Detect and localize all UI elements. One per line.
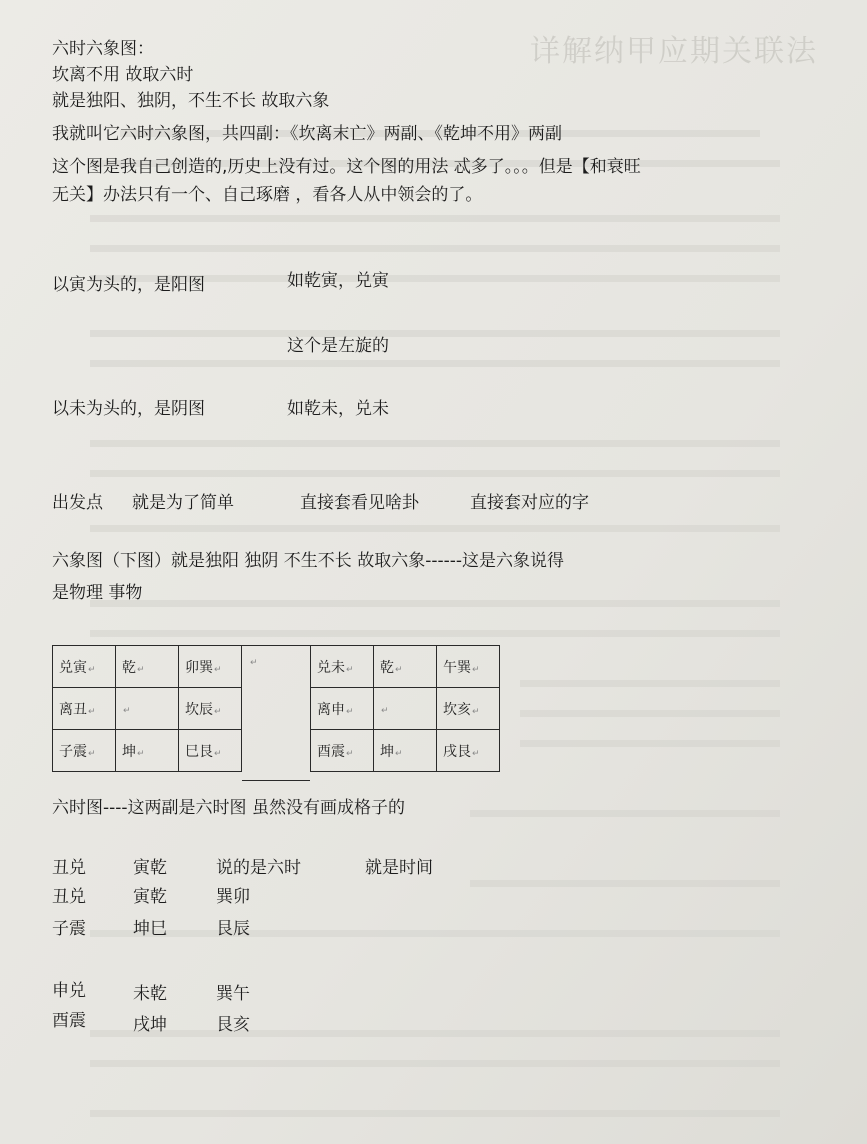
table-cell: 子震↵ [53, 730, 116, 772]
purpose-gua: 直接套看见啥卦 [300, 493, 419, 513]
table-cell: 坤↵ [374, 730, 437, 772]
table-cell: ↵ [374, 688, 437, 730]
table-cell: 坤↵ [116, 730, 179, 772]
pair-row-4-a: 申兑 [52, 981, 86, 1001]
pair-row-3-c: 艮辰 [216, 919, 250, 939]
line-four-figures: 我就叫它六时六象图，共四副：《坎离末亡》两副、《乾坤不用》两副 [52, 124, 562, 144]
six-image-line2: 是物理 事物 [52, 583, 143, 603]
pair-row-4-b: 未乾 [133, 984, 167, 1004]
line-method: 无关】办法只有一个、自己琢磨 ，看各人从中领会的了。 [52, 185, 483, 205]
line-kanli: 坎离不用 故取六时 [52, 65, 194, 85]
pair-row-2-c: 巽卯 [216, 887, 250, 907]
pair-row-4-c: 巽午 [216, 984, 250, 1004]
table-cell: 坎亥↵ [437, 688, 500, 730]
pair-row-5-a: 酉震 [52, 1011, 86, 1031]
table-row [311, 688, 500, 730]
purpose-label: 出发点 [52, 493, 103, 513]
table-cell: 戌艮↵ [437, 730, 500, 772]
yin-label: 以未为头的，是阴图 [52, 399, 205, 419]
six-image-line1: 六象图（下图）就是独阳 独阴 不生不长 故取六象------这是六象说得 [52, 551, 565, 571]
yin-example: 如乾未，兑未 [287, 399, 389, 419]
pair-row-1-d: 就是时间 [365, 858, 433, 878]
table-cell: 卯巽↵ [179, 646, 242, 688]
line-duyang: 就是独阳、独阴，不生不长 故取六象 [52, 91, 330, 111]
table-cell: 乾↵ [116, 646, 179, 688]
gap-marker: ↵ [250, 658, 258, 668]
pair-row-1-a: 丑兑 [52, 858, 86, 878]
purpose-char: 直接套对应的字 [470, 493, 589, 513]
pair-row-3-b: 坤巳 [133, 919, 167, 939]
line-origin: 这个图是我自己创造的,历史上没有过。这个图的用法 忒多了。。。但是【和衰旺 [52, 157, 641, 177]
table-cell: 巳艮↵ [179, 730, 242, 772]
table-row [53, 730, 242, 772]
table-cell: 坎辰↵ [179, 688, 242, 730]
yang-label: 以寅为头的，是阳图 [52, 275, 205, 295]
table-row [311, 646, 500, 688]
table-cell: 兑未↵ [311, 646, 374, 688]
pair-row-5-b: 戌坤 [133, 1015, 167, 1035]
pair-row-1-c: 说的是六时 [216, 858, 301, 878]
table-row [53, 688, 242, 730]
table-cell: 午巽↵ [437, 646, 500, 688]
line-title: 六时六象图： [52, 39, 154, 59]
table-row [311, 730, 500, 772]
yang-note: 这个是左旋的 [287, 336, 389, 356]
pair-row-3-a: 子震 [52, 919, 86, 939]
table-cell: 酉震↵ [311, 730, 374, 772]
table-cell: 兑寅↵ [53, 646, 116, 688]
purpose-simple: 就是为了简单 [132, 493, 234, 513]
pair-row-2-a: 丑兑 [52, 887, 86, 907]
table-cell: 离丑↵ [53, 688, 116, 730]
six-image-table-left [52, 645, 242, 772]
pair-row-2-b: 寅乾 [133, 887, 167, 907]
table-cell: ↵ [116, 688, 179, 730]
table-row [53, 646, 242, 688]
table-cell: 乾↵ [374, 646, 437, 688]
table-gap [242, 645, 310, 781]
six-image-table-right [310, 645, 500, 772]
six-time-caption: 六时图----这两副是六时图 虽然没有画成格子的 [52, 798, 405, 818]
pair-row-1-b: 寅乾 [133, 858, 167, 878]
pair-row-5-c: 艮亥 [216, 1015, 250, 1035]
table-cell: 离申↵ [311, 688, 374, 730]
yang-example: 如乾寅，兑寅 [287, 271, 389, 291]
watermark-title: 详解纳甲应期关联法 [530, 34, 818, 69]
